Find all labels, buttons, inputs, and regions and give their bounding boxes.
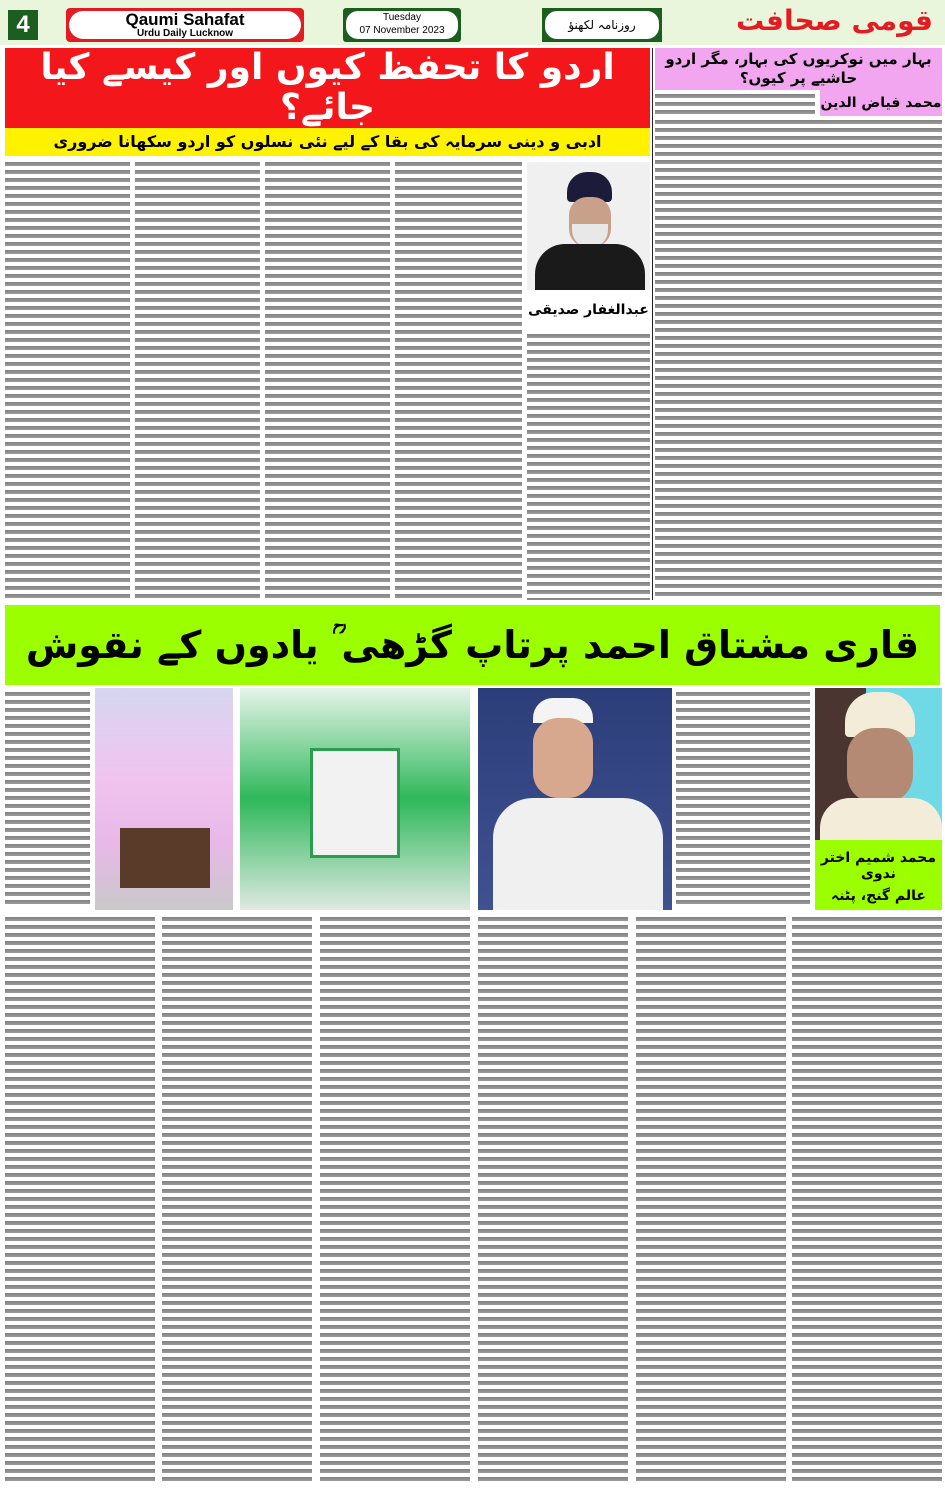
feature-text xyxy=(676,690,810,908)
day: Tuesday xyxy=(383,12,421,23)
lead-article-text xyxy=(527,332,650,600)
side-article-text xyxy=(655,118,942,596)
madrasa-photo xyxy=(95,688,233,910)
feature-text xyxy=(478,915,628,1485)
feature-text xyxy=(162,915,312,1485)
author-photo xyxy=(527,162,650,290)
date-box xyxy=(343,8,461,42)
side-author: محمد فیاض الدین xyxy=(820,90,942,116)
roznama-box xyxy=(542,8,662,42)
page-number: 4 xyxy=(8,10,38,40)
school-building-photo xyxy=(240,688,470,910)
lead-subheadline: ادبی و دینی سرمایہ کی بقا کے لیے نئی نسلوں کو اردو سکھانا ضروری xyxy=(53,132,602,151)
side-headline-box xyxy=(655,48,942,90)
qari-speaking-photo xyxy=(478,688,672,910)
feature-author: محمد شمیم اختر ندوی xyxy=(820,850,937,882)
feature-text xyxy=(5,690,90,908)
lead-headline: اردو کا تحفظ کیوں اور کیسے کیا جائے؟ xyxy=(40,48,615,128)
roznama: روزنامہ لکھنؤ xyxy=(545,11,659,39)
divider xyxy=(652,48,653,600)
lead-subheadline-box xyxy=(5,128,650,156)
lead-headline-box xyxy=(5,48,650,128)
title-urdu: قومی صحافت xyxy=(735,4,933,37)
lead-article-text xyxy=(395,160,522,600)
feature-headline-box xyxy=(5,605,940,685)
feature-text xyxy=(792,915,942,1485)
author-photo xyxy=(815,688,942,840)
side-article-text xyxy=(655,92,815,116)
feature-location: عالم گنج، پٹنہ xyxy=(831,888,926,904)
feature-text xyxy=(636,915,786,1485)
feature-text xyxy=(5,915,155,1485)
subtitle-en: Urdu Daily Lucknow xyxy=(136,28,234,39)
english-logo xyxy=(66,8,304,42)
date: 07 November 2023 xyxy=(359,25,445,36)
side-headline: بہار میں نوکریوں کی بہار، مگر اردو حاشیے پر کیوں؟ xyxy=(665,50,932,87)
lead-article-text xyxy=(135,160,260,600)
feature-author-box xyxy=(815,840,942,910)
feature-headline: قاری مشتاق احمد پرتاپ گڑھی ؒ یادوں کے نقوش xyxy=(25,623,920,667)
lead-article-text xyxy=(5,160,130,600)
lead-author: عبدالغفار صدیقی xyxy=(528,302,649,318)
lead-article-text xyxy=(265,160,390,600)
title-en: Qaumi Sahafat xyxy=(125,10,245,29)
feature-text xyxy=(320,915,470,1485)
